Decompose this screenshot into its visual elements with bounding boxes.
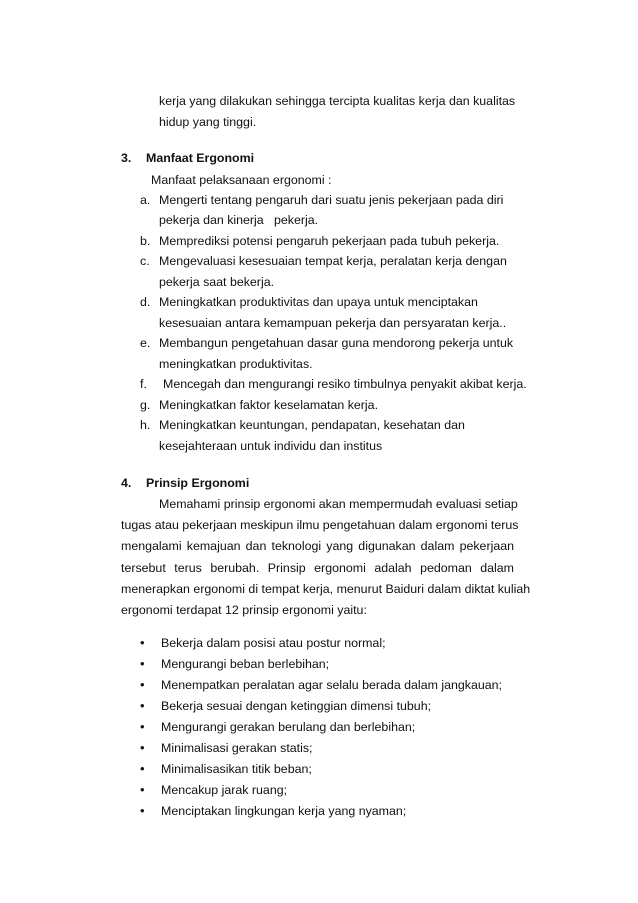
item-d-line-1: Meningkatkan produktivitas dan upaya untuk menciptakan: [159, 295, 478, 309]
item-g-letter: g.: [140, 398, 151, 412]
bullet-6-text: Minimalisasi gerakan statis;: [161, 741, 313, 755]
item-f-letter: f.: [140, 377, 147, 391]
bullet-7-marker: •: [140, 761, 145, 776]
bullet-1-text: Bekerja dalam posisi atau postur normal;: [161, 636, 386, 650]
bullet-4-text: Bekerja sesuai dengan ketinggian dimensi tubuh;: [161, 699, 432, 713]
bullet-2-marker: •: [140, 656, 145, 671]
paragraph-line-3: mengalami kemajuan dan teknologi yang digunakan dalam pekerjaan: [121, 539, 514, 553]
bullet-3-marker: •: [140, 677, 145, 692]
bullet-5-marker: •: [140, 719, 145, 734]
bullet-2-text: Mengurangi beban berlebihan;: [161, 657, 330, 671]
bullet-9-text: Menciptakan lingkungan kerja yang nyaman;: [161, 804, 407, 818]
item-e-line-1: Membangun pengetahuan dasar guna mendorong pekerja untuk: [159, 336, 514, 350]
item-e-line-2: meningkatkan produktivitas.: [159, 357, 313, 371]
item-g-line-1: Meningkatkan faktor keselamatan kerja.: [159, 398, 379, 412]
bullet-5-text: Mengurangi gerakan berulang dan berlebihan;: [161, 720, 416, 734]
item-e-letter: e.: [140, 336, 151, 350]
item-h-line-2: kesejahteraan untuk individu dan institus: [159, 439, 383, 453]
section-4-number: 4.: [121, 476, 132, 490]
paragraph-line-1: Memahami prinsip ergonomi akan mempermudah evaluasi setiap: [159, 497, 518, 511]
section-4-heading: Prinsip Ergonomi: [146, 476, 250, 490]
paragraph-line-4: tersebut terus berubah. Prinsip ergonomi adalah pedoman dalam: [121, 561, 514, 575]
item-h-line-1: Meningkatkan keuntungan, pendapatan, kesehatan dan: [159, 418, 465, 432]
item-a-line-1: Mengerti tentang pengaruh dari suatu jenis pekerjaan pada diri: [159, 193, 504, 207]
item-c-line-2: pekerja saat bekerja.: [159, 275, 275, 289]
item-b-line-1: Memprediksi potensi pengaruh pekerjaan pada tubuh pekerja.: [159, 234, 500, 248]
bullet-3-text: Menempatkan peralatan agar selalu berada dalam jangkauan;: [161, 678, 502, 692]
bullet-8-text: Mencakup jarak ruang;: [161, 783, 288, 797]
item-a-line-2: pekerja dan kinerja pekerja.: [159, 213, 319, 227]
bullet-9-marker: •: [140, 803, 145, 818]
bullet-6-marker: •: [140, 740, 145, 755]
bullet-4-marker: •: [140, 698, 145, 713]
section-3-number: 3.: [121, 151, 132, 165]
bullet-1-marker: •: [140, 635, 145, 650]
section-3-lead: Manfaat pelaksanaan ergonomi :: [151, 173, 332, 187]
paragraph-line-6: ergonomi terdapat 12 prinsip ergonomi yaitu:: [121, 603, 367, 617]
paragraph-line-2: tugas atau pekerjaan meskipun ilmu pengetahuan dalam ergonomi terus: [121, 518, 519, 532]
item-d-line-2: kesesuaian antara kemampuan pekerja dan persyaratan kerja..: [159, 316, 507, 330]
bullet-8-marker: •: [140, 782, 145, 797]
item-d-letter: d.: [140, 295, 151, 309]
item-b-letter: b.: [140, 234, 151, 248]
item-c-line-1: Mengevaluasi kesesuaian tempat kerja, peralatan kerja dengan: [159, 254, 507, 268]
item-f-line-1: Mencegah dan mengurangi resiko timbulnya penyakit akibat kerja.: [163, 377, 527, 391]
item-c-letter: c.: [140, 254, 150, 268]
bullet-7-text: Minimalisasikan titik beban;: [161, 762, 312, 776]
section-3-heading: Manfaat Ergonomi: [146, 151, 255, 165]
intro-line-1: kerja yang dilakukan sehingga tercipta kualitas kerja dan kualitas: [159, 94, 516, 108]
item-h-letter: h.: [140, 418, 151, 432]
intro-line-2: hidup yang tinggi.: [159, 115, 257, 129]
item-a-letter: a.: [140, 193, 151, 207]
paragraph-line-5: menerapkan ergonomi di tempat kerja, menurut Baiduri dalam diktat kuliah: [121, 582, 531, 596]
